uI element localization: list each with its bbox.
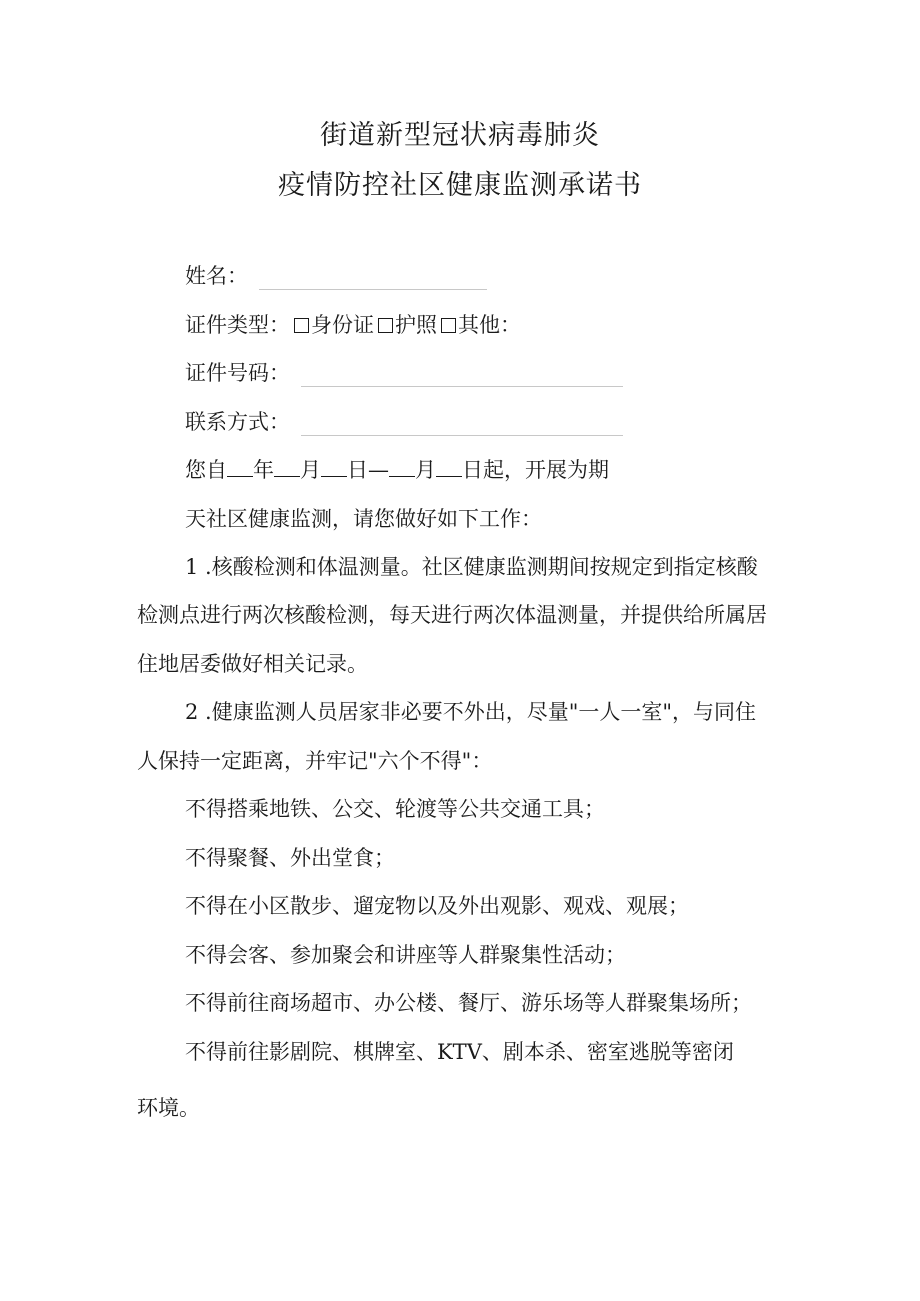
start-month-blank[interactable] [274,456,300,477]
item1-line-3: 住地居委做好相关记录。 [137,652,368,676]
period-line-1: 您自 年 月 日— 月 日起，开展为期 [185,458,609,482]
id-number-label: 证件号码： [185,361,290,385]
rule-item: 不得聚餐、外出堂食； [185,846,395,870]
period-line-2: 天社区健康监测，请您做好如下工作： [185,507,542,531]
id-number-row [185,359,623,387]
id-card-checkbox[interactable] [294,318,309,333]
start-day-blank[interactable] [321,456,347,477]
year-blank[interactable] [227,456,253,477]
rule-item: 不得搭乘地铁、公交、轮渡等公共交通工具； [185,797,605,821]
name-label: 姓名： [185,264,248,288]
end-month-blank[interactable] [389,456,415,477]
other-option: 其他： [458,313,521,337]
end-day-blank[interactable] [436,456,462,477]
passport-option: 护照 [395,313,437,337]
name-field[interactable] [259,267,487,290]
other-checkbox[interactable] [441,318,456,333]
rule-item: 不得前往影剧院、棋牌室、KTV、剧本杀、密室逃脱等密闭 [185,1040,734,1064]
id-card-option: 身份证 [311,313,374,337]
contact-field[interactable] [301,413,623,436]
id-type-label: 证件类型： [185,313,290,337]
id-number-field[interactable] [301,364,623,387]
passport-checkbox[interactable] [378,318,393,333]
name-row [185,262,487,290]
rule-item: 不得前往商场超市、办公楼、餐厅、游乐场等人群聚集场所； [185,991,752,1015]
title-line-2: 疫情防控社区健康监测承诺书 [278,170,642,201]
contact-label: 联系方式： [185,410,290,434]
rule-item: 不得会客、参加聚会和讲座等人群聚集性活动； [185,943,626,967]
item2-line-2: 人保持一定距离，并牢记"六个不得"： [137,749,493,773]
rule-tail: 环境。 [137,1096,200,1120]
rule-item: 不得在小区散步、遛宠物以及外出观影、观戏、观展； [185,894,689,918]
item1-line-2: 检测点进行两次核酸检测，每天进行两次体温测量，并提供给所属居 [137,603,767,627]
id-type-row [185,311,521,339]
title-line-1: 街道新型冠状病毒肺炎 [320,120,600,151]
item2-line-1: 2 .健康监测人员居家非必要不外出，尽量"一人一室"，与同住 [185,700,757,724]
contact-row [185,408,623,436]
item1-line-1: 1 .核酸检测和体温测量。社区健康监测期间按规定到指定核酸 [185,555,758,579]
